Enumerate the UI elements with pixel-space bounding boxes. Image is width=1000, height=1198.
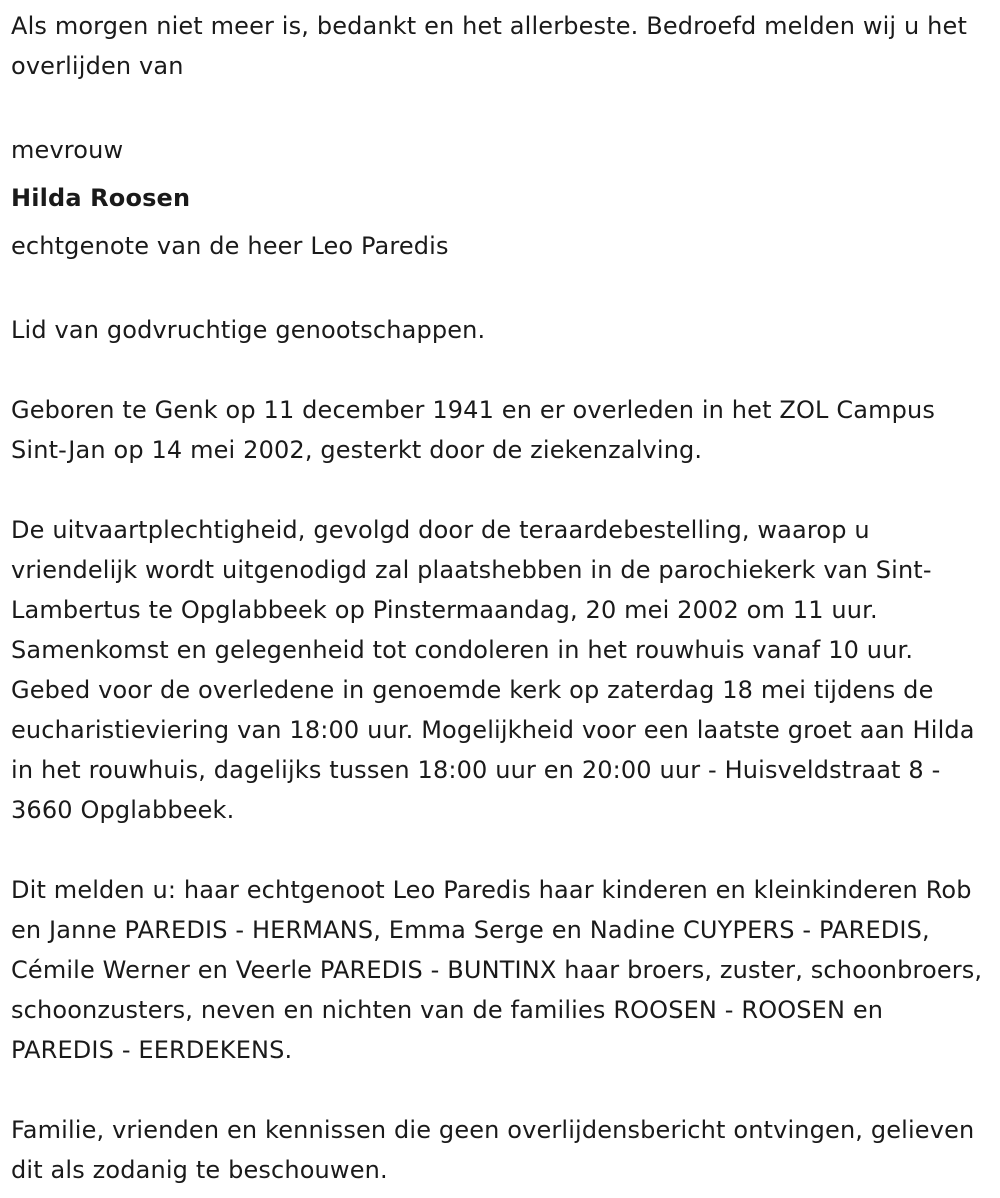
membership-paragraph: Lid van godvruchtige genootschappen. [11, 316, 486, 344]
deceased-name: Hilda Roosen [11, 184, 191, 212]
intro-paragraph: Als morgen niet meer is, bedankt en het allerbeste. Bedroefd melden wij u het overlijden van [11, 12, 967, 80]
closing-paragraph: Familie, vrienden en kennissen die geen overlijdensbericht ontvingen, gelieven dit als zodanig te beschouwen. [11, 1116, 975, 1184]
salutation: mevrouw [11, 136, 124, 164]
spacer [11, 1070, 988, 1110]
spacer [11, 830, 988, 870]
spacer [11, 270, 988, 310]
spacer [11, 470, 988, 510]
spacer [11, 86, 988, 126]
spouse-line: echtgenote van de heer Leo Paredis [11, 232, 449, 260]
funeral-paragraph: De uitvaartplechtigheid, gevolgd door de teraardebestelling, waarop u vriendelijk wordt uitgenodigd zal plaatshebben in de parochiekerk van Sint-Lambertus te Opglabbeek op Pinstermaandag, 20 mei 2002 om 11 uur. Samenkomst en gelegenheid tot condoleren in het rouwhuis vanaf 10 uur. Gebed voor de overledene in genoemde kerk op zaterdag 18 mei tijdens de eucharistieviering van 18:00 uur. Mogelijkheid voor een laatste groet aan Hilda in het rouwhuis, dagelijks tussen 18:00 uur en 20:00 uur - Huisveldstraat 8 - 3660 Opglabbeek. [11, 516, 975, 824]
birth-death-paragraph: Geboren te Genk op 11 december 1941 en er overleden in het ZOL Campus Sint-Jan op 14 mei 2002, gesterkt door de ziekenzalving. [11, 396, 936, 464]
family-paragraph: Dit melden u: haar echtgenoot Leo Paredis haar kinderen en kleinkinderen Rob en Janne PAREDIS - HERMANS, Emma Serge en Nadine CUYPERS - PAREDIS, Cémile Werner en Veerle PAREDIS - BUNTINX haar broers, zuster, schoonbroers, schoonzusters, neven en nichten van de families ROOSEN - ROOSEN en PAREDIS - EERDEKENS. [11, 876, 983, 1064]
spacer [11, 350, 988, 390]
